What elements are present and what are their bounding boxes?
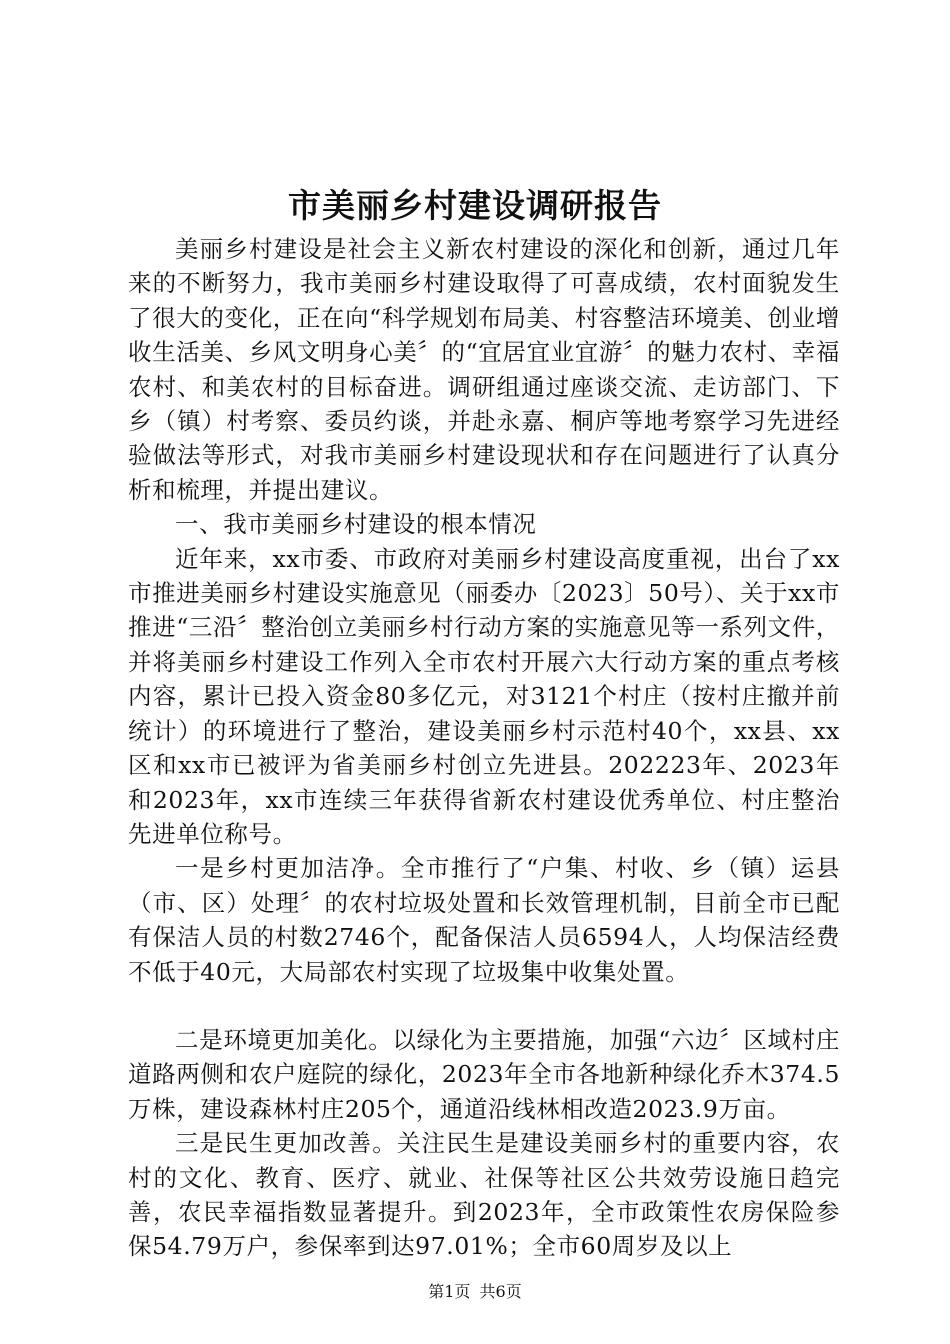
section-heading: 一、我市美丽乡村建设的根本情况 bbox=[175, 510, 537, 539]
page-total: 共6页 bbox=[479, 1282, 522, 1301]
page-footer bbox=[0, 1281, 950, 1303]
document-body bbox=[128, 232, 840, 1264]
paragraph-cleaner: 一是乡村更加洁净。全市推行了“户集、村收、乡（镇）运县（市、区）处理〞的农村垃圾处置和长效管理机制，目前全市已配有保洁人员的村数2746个，配备保洁人员6594人，人均保洁经费不低于40元，大局部农村实现了垃圾集中收集处置。 bbox=[128, 854, 840, 986]
paragraph-livelihood: 三是民生更加改善。关注民生是建设美丽乡村的重要内容，农村的文化、教育、医疗、就业、社保等社区公共效劳设施日趋完善，农民幸福指数显著提升。到2023年，全市政策性农房保险参保54.79万户，参保率到达97.01%；全市60周岁及以上 bbox=[128, 1129, 840, 1261]
paragraph-intro: 美丽乡村建设是社会主义新农村建设的深化和创新，通过几年来的不断努力，我市美丽乡村建设取得了可喜成绩，农村面貌发生了很大的变化，正在向“科学规划布局美、村容整洁环境美、创业增收生活美、乡风文明身心美〞的“宜居宜业宜游〞的魅力农村、幸福农村、和美农村的目标奋进。调研组通过座谈交流、走访部门、下乡（镇）村考察、委员约谈，并赴永嘉、桐庐等地考察学习先进经验做法等形式，对我市美丽乡村建设现状和存在问题进行了认真分析和梳理，并提出建议。 bbox=[128, 235, 840, 504]
paragraph-overview: 近年来，xx市委、市政府对美丽乡村建设高度重视，出台了xx市推进美丽乡村建设实施意见（丽委办〔2023〕50号）、关于xx市推进“三沿〞整治创立美丽乡村行动方案的实施意见等一系列文件，并将美丽乡村建设工作列入全市农村开展六大行动方案的重点考核内容，累计已投入资金80多亿元，对3121个村庄（按村庄撤并前统计）的环境进行了整治，建设美丽乡村示范村40个，xx县、xx区和xx市已被评为省美丽乡村创立先进县。202223年、2023年和2023年，xx市连续三年获得省新农村建设优秀单位、村庄整治先进单位称号。 bbox=[128, 544, 840, 848]
paragraph-greener: 二是环境更加美化。以绿化为主要措施，加强“六边〞区域村庄道路两侧和农户庭院的绿化，2023年全市各地新种绿化乔木374.5万株，建设森林村庄205个，通道沿线林相改造2023.9万亩。 bbox=[128, 1025, 840, 1123]
page-title: 市美丽乡村建设调研报告 bbox=[288, 186, 662, 225]
page-number: 第1页 bbox=[428, 1282, 471, 1301]
